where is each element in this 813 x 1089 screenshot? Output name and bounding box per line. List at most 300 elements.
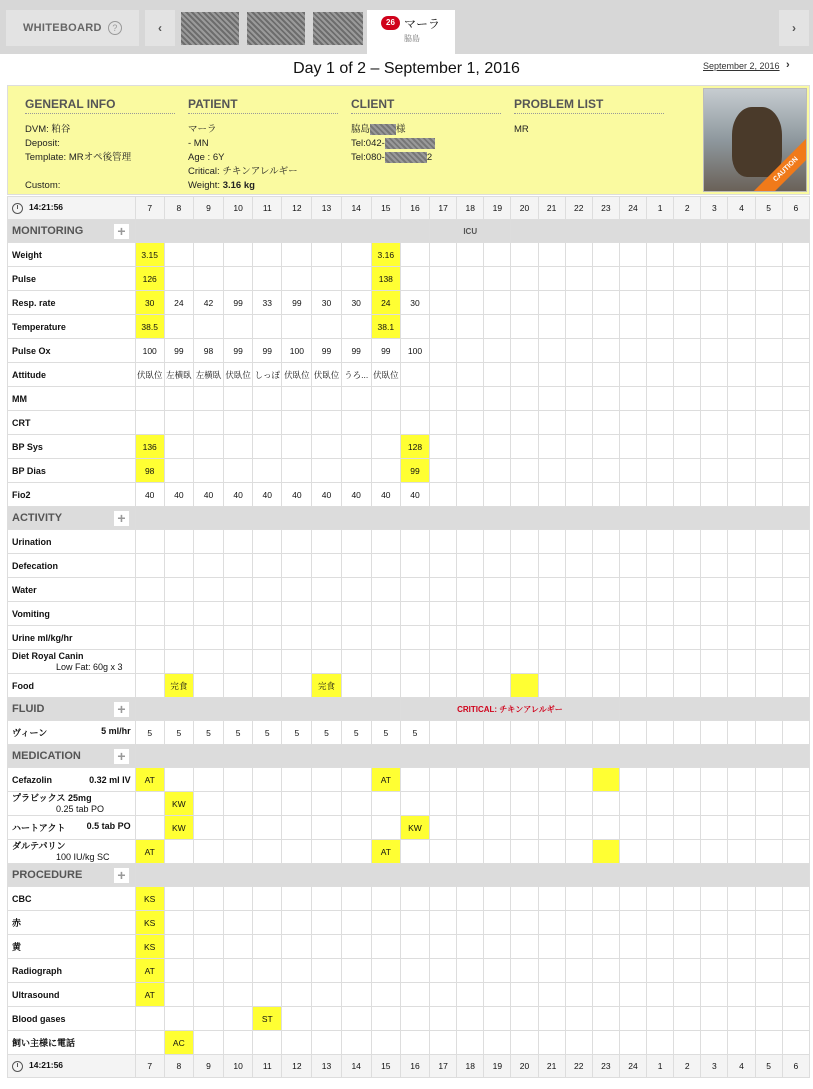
grid-cell[interactable] <box>484 602 511 626</box>
grid-cell[interactable] <box>728 339 755 363</box>
grid-cell[interactable] <box>400 315 429 339</box>
grid-cell[interactable] <box>457 983 484 1007</box>
grid-cell[interactable] <box>674 792 701 816</box>
grid-cell[interactable] <box>457 387 484 411</box>
grid-cell[interactable] <box>400 387 429 411</box>
grid-cell[interactable] <box>701 792 728 816</box>
grid-cell[interactable] <box>341 459 371 483</box>
grid-cell[interactable] <box>224 626 253 650</box>
grid-cell[interactable] <box>253 768 282 792</box>
grid-cell[interactable] <box>484 578 511 602</box>
grid-cell[interactable] <box>565 935 592 959</box>
grid-cell[interactable] <box>728 578 755 602</box>
grid-cell[interactable] <box>484 243 511 267</box>
grid-cell[interactable] <box>193 554 223 578</box>
grid-cell[interactable] <box>538 887 565 911</box>
grid-cell[interactable]: 伏臥位 <box>135 363 164 387</box>
grid-cell[interactable] <box>400 768 429 792</box>
grid-cell[interactable] <box>312 530 341 554</box>
grid-cell[interactable] <box>565 1007 592 1031</box>
grid-cell[interactable] <box>457 411 484 435</box>
grid-cell[interactable] <box>619 578 646 602</box>
grid-cell[interactable] <box>701 435 728 459</box>
grid-cell[interactable] <box>647 339 674 363</box>
grid-cell[interactable] <box>701 267 728 291</box>
grid-cell[interactable] <box>701 1007 728 1031</box>
grid-cell[interactable] <box>430 315 457 339</box>
grid-cell[interactable] <box>511 291 538 315</box>
grid-cell[interactable] <box>782 602 809 626</box>
grid-cell[interactable]: 98 <box>193 339 223 363</box>
grid-cell[interactable] <box>674 267 701 291</box>
grid-cell[interactable] <box>647 935 674 959</box>
grid-cell[interactable]: 3.15 <box>135 243 164 267</box>
grid-cell[interactable] <box>193 650 223 674</box>
grid-cell[interactable] <box>457 291 484 315</box>
grid-cell[interactable] <box>674 887 701 911</box>
grid-cell[interactable] <box>701 554 728 578</box>
grid-cell[interactable] <box>755 959 782 983</box>
grid-cell[interactable] <box>511 411 538 435</box>
grid-cell[interactable] <box>728 721 755 745</box>
grid-cell[interactable] <box>511 459 538 483</box>
grid-cell[interactable] <box>135 602 164 626</box>
grid-cell[interactable] <box>371 959 400 983</box>
grid-cell[interactable] <box>484 650 511 674</box>
grid-cell[interactable] <box>371 626 400 650</box>
grid-cell[interactable] <box>647 721 674 745</box>
grid-cell[interactable] <box>400 1007 429 1031</box>
grid-cell[interactable] <box>312 816 341 840</box>
grid-cell[interactable] <box>253 935 282 959</box>
grid-cell[interactable] <box>400 792 429 816</box>
grid-cell[interactable] <box>755 315 782 339</box>
grid-cell[interactable] <box>253 911 282 935</box>
grid-cell[interactable] <box>282 267 312 291</box>
grid-cell[interactable] <box>565 291 592 315</box>
grid-cell[interactable] <box>674 483 701 507</box>
grid-cell[interactable] <box>592 959 619 983</box>
grid-cell[interactable] <box>619 530 646 554</box>
grid-cell[interactable] <box>701 1031 728 1055</box>
grid-cell[interactable] <box>193 983 223 1007</box>
grid-cell[interactable]: 5 <box>193 721 223 745</box>
grid-cell[interactable]: 33 <box>253 291 282 315</box>
grid-cell[interactable] <box>755 721 782 745</box>
grid-cell[interactable] <box>619 911 646 935</box>
grid-cell[interactable] <box>701 363 728 387</box>
grid-cell[interactable] <box>728 935 755 959</box>
grid-cell[interactable] <box>647 768 674 792</box>
grid-cell[interactable] <box>592 291 619 315</box>
grid-cell[interactable] <box>511 387 538 411</box>
grid-cell[interactable] <box>484 387 511 411</box>
grid-cell[interactable] <box>224 387 253 411</box>
grid-cell[interactable] <box>565 243 592 267</box>
grid-cell[interactable] <box>400 578 429 602</box>
grid-cell[interactable] <box>312 435 341 459</box>
grid-cell[interactable] <box>538 291 565 315</box>
grid-cell[interactable] <box>728 983 755 1007</box>
grid-cell[interactable] <box>341 840 371 864</box>
grid-cell[interactable]: 完食 <box>312 674 341 698</box>
grid-cell[interactable]: AT <box>135 768 164 792</box>
grid-cell[interactable] <box>701 935 728 959</box>
grid-cell[interactable]: AT <box>135 840 164 864</box>
grid-cell[interactable]: 5 <box>400 721 429 745</box>
grid-cell[interactable] <box>592 435 619 459</box>
grid-cell[interactable] <box>457 816 484 840</box>
grid-cell[interactable] <box>565 674 592 698</box>
grid-cell[interactable] <box>592 243 619 267</box>
grid-cell[interactable] <box>674 911 701 935</box>
grid-cell[interactable] <box>224 935 253 959</box>
grid-cell[interactable] <box>511 792 538 816</box>
grid-cell[interactable] <box>164 959 193 983</box>
grid-cell[interactable] <box>647 578 674 602</box>
grid-cell[interactable] <box>592 816 619 840</box>
grid-cell[interactable]: しっぽ <box>253 363 282 387</box>
grid-cell[interactable] <box>647 387 674 411</box>
grid-cell[interactable] <box>282 840 312 864</box>
grid-cell[interactable] <box>647 435 674 459</box>
grid-cell[interactable] <box>538 243 565 267</box>
grid-cell[interactable] <box>701 816 728 840</box>
grid-cell[interactable] <box>565 1031 592 1055</box>
grid-cell[interactable] <box>755 983 782 1007</box>
grid-cell[interactable] <box>674 626 701 650</box>
grid-cell[interactable] <box>674 768 701 792</box>
grid-cell[interactable] <box>647 650 674 674</box>
grid-cell[interactable] <box>674 554 701 578</box>
grid-cell[interactable] <box>430 959 457 983</box>
grid-cell[interactable] <box>674 387 701 411</box>
grid-cell[interactable] <box>619 243 646 267</box>
grid-cell[interactable] <box>755 1031 782 1055</box>
grid-cell[interactable] <box>755 935 782 959</box>
grid-cell[interactable] <box>282 674 312 698</box>
grid-cell[interactable] <box>701 674 728 698</box>
grid-cell[interactable] <box>619 959 646 983</box>
grid-cell[interactable]: 40 <box>341 483 371 507</box>
grid-cell[interactable] <box>457 459 484 483</box>
grid-cell[interactable] <box>484 792 511 816</box>
grid-cell[interactable] <box>728 315 755 339</box>
grid-cell[interactable]: 完食 <box>164 674 193 698</box>
grid-cell[interactable]: 40 <box>135 483 164 507</box>
grid-cell[interactable] <box>538 459 565 483</box>
grid-cell[interactable] <box>565 816 592 840</box>
grid-cell[interactable] <box>619 459 646 483</box>
grid-cell[interactable] <box>647 554 674 578</box>
grid-cell[interactable]: 5 <box>135 721 164 745</box>
grid-cell[interactable] <box>619 1007 646 1031</box>
grid-cell[interactable] <box>282 1031 312 1055</box>
grid-cell[interactable]: うろ... <box>341 363 371 387</box>
grid-cell[interactable] <box>430 339 457 363</box>
grid-cell[interactable] <box>592 459 619 483</box>
grid-cell[interactable] <box>457 602 484 626</box>
grid-cell[interactable] <box>728 363 755 387</box>
grid-cell[interactable] <box>592 887 619 911</box>
grid-cell[interactable] <box>341 387 371 411</box>
grid-cell[interactable] <box>619 840 646 864</box>
grid-cell[interactable] <box>592 721 619 745</box>
grid-cell[interactable] <box>674 315 701 339</box>
grid-cell[interactable] <box>647 816 674 840</box>
grid-cell[interactable] <box>755 650 782 674</box>
grid-cell[interactable] <box>371 1007 400 1031</box>
grid-cell[interactable] <box>484 315 511 339</box>
grid-cell[interactable] <box>457 363 484 387</box>
grid-cell[interactable] <box>341 554 371 578</box>
grid-cell[interactable] <box>312 411 341 435</box>
grid-cell[interactable] <box>511 1007 538 1031</box>
grid-cell[interactable] <box>674 411 701 435</box>
grid-cell[interactable] <box>538 983 565 1007</box>
grid-cell[interactable] <box>782 887 809 911</box>
grid-cell[interactable] <box>728 792 755 816</box>
grid-cell[interactable] <box>647 363 674 387</box>
grid-cell[interactable] <box>430 983 457 1007</box>
grid-cell[interactable] <box>253 554 282 578</box>
grid-cell[interactable] <box>647 983 674 1007</box>
grid-cell[interactable] <box>224 840 253 864</box>
grid-cell[interactable] <box>135 387 164 411</box>
grid-cell[interactable]: 伏臥位 <box>371 363 400 387</box>
grid-cell[interactable] <box>400 1031 429 1055</box>
grid-cell[interactable] <box>484 887 511 911</box>
grid-cell[interactable] <box>782 435 809 459</box>
grid-cell[interactable] <box>511 1031 538 1055</box>
grid-cell[interactable]: 136 <box>135 435 164 459</box>
grid-cell[interactable] <box>484 363 511 387</box>
grid-cell[interactable] <box>647 911 674 935</box>
grid-cell[interactable] <box>538 387 565 411</box>
grid-cell[interactable] <box>193 674 223 698</box>
grid-cell[interactable]: 99 <box>341 339 371 363</box>
grid-cell[interactable]: 99 <box>224 339 253 363</box>
grid-cell[interactable] <box>312 887 341 911</box>
grid-cell[interactable] <box>511 339 538 363</box>
grid-cell[interactable] <box>312 626 341 650</box>
grid-cell[interactable] <box>457 935 484 959</box>
grid-cell[interactable] <box>538 626 565 650</box>
grid-cell[interactable] <box>619 674 646 698</box>
grid-cell[interactable] <box>674 243 701 267</box>
prev-patient-button[interactable]: ‹ <box>145 10 175 46</box>
grid-cell[interactable] <box>282 768 312 792</box>
grid-cell[interactable] <box>592 768 619 792</box>
grid-cell[interactable] <box>592 363 619 387</box>
grid-cell[interactable] <box>484 674 511 698</box>
grid-cell[interactable]: AT <box>135 959 164 983</box>
grid-cell[interactable]: KS <box>135 887 164 911</box>
grid-cell[interactable] <box>193 1007 223 1031</box>
grid-cell[interactable] <box>782 459 809 483</box>
grid-cell[interactable] <box>400 674 429 698</box>
grid-cell[interactable] <box>674 840 701 864</box>
grid-cell[interactable] <box>253 1031 282 1055</box>
grid-cell[interactable] <box>224 459 253 483</box>
grid-cell[interactable] <box>430 602 457 626</box>
grid-cell[interactable] <box>224 554 253 578</box>
grid-cell[interactable] <box>755 602 782 626</box>
grid-cell[interactable] <box>164 911 193 935</box>
grid-cell[interactable] <box>565 721 592 745</box>
grid-cell[interactable] <box>224 816 253 840</box>
grid-cell[interactable]: 42 <box>193 291 223 315</box>
grid-cell[interactable] <box>193 530 223 554</box>
grid-cell[interactable] <box>430 435 457 459</box>
grid-cell[interactable]: 128 <box>400 435 429 459</box>
grid-cell[interactable] <box>135 411 164 435</box>
grid-cell[interactable] <box>511 959 538 983</box>
grid-cell[interactable] <box>701 530 728 554</box>
grid-cell[interactable] <box>400 935 429 959</box>
grid-cell[interactable] <box>755 626 782 650</box>
grid-cell[interactable] <box>400 959 429 983</box>
grid-cell[interactable] <box>484 483 511 507</box>
grid-cell[interactable] <box>430 768 457 792</box>
grid-cell[interactable] <box>193 267 223 291</box>
grid-cell[interactable] <box>728 959 755 983</box>
grid-cell[interactable] <box>647 315 674 339</box>
grid-cell[interactable] <box>728 887 755 911</box>
grid-cell[interactable] <box>430 578 457 602</box>
grid-cell[interactable] <box>592 983 619 1007</box>
grid-cell[interactable] <box>430 243 457 267</box>
grid-cell[interactable] <box>701 959 728 983</box>
grid-cell[interactable] <box>538 1007 565 1031</box>
grid-cell[interactable] <box>341 315 371 339</box>
add-procedure-button[interactable]: + <box>114 868 129 883</box>
grid-cell[interactable] <box>484 959 511 983</box>
grid-cell[interactable] <box>511 911 538 935</box>
grid-cell[interactable] <box>511 267 538 291</box>
grid-cell[interactable]: 24 <box>371 291 400 315</box>
grid-cell[interactable] <box>538 1031 565 1055</box>
grid-cell[interactable] <box>430 721 457 745</box>
grid-cell[interactable] <box>400 411 429 435</box>
grid-cell[interactable] <box>592 674 619 698</box>
grid-cell[interactable] <box>647 792 674 816</box>
grid-cell[interactable] <box>224 435 253 459</box>
grid-cell[interactable] <box>592 483 619 507</box>
grid-cell[interactable] <box>253 887 282 911</box>
grid-cell[interactable] <box>224 792 253 816</box>
grid-cell[interactable] <box>755 530 782 554</box>
grid-cell[interactable] <box>782 387 809 411</box>
grid-cell[interactable] <box>312 578 341 602</box>
grid-cell[interactable] <box>400 602 429 626</box>
grid-cell[interactable] <box>755 483 782 507</box>
add-fluid-button[interactable]: + <box>114 702 129 717</box>
grid-cell[interactable] <box>674 459 701 483</box>
grid-cell[interactable] <box>755 1007 782 1031</box>
grid-cell[interactable] <box>282 530 312 554</box>
grid-cell[interactable] <box>592 315 619 339</box>
grid-cell[interactable] <box>193 411 223 435</box>
grid-cell[interactable] <box>457 626 484 650</box>
grid-cell[interactable] <box>484 435 511 459</box>
grid-cell[interactable] <box>253 243 282 267</box>
grid-cell[interactable] <box>164 983 193 1007</box>
grid-cell[interactable] <box>371 983 400 1007</box>
grid-cell[interactable] <box>782 768 809 792</box>
grid-cell[interactable] <box>782 578 809 602</box>
grid-cell[interactable] <box>371 411 400 435</box>
grid-cell[interactable] <box>701 243 728 267</box>
grid-cell[interactable] <box>135 554 164 578</box>
grid-cell[interactable] <box>371 554 400 578</box>
grid-cell[interactable] <box>782 1031 809 1055</box>
grid-cell[interactable] <box>253 578 282 602</box>
grid-cell[interactable] <box>457 959 484 983</box>
grid-cell[interactable] <box>312 459 341 483</box>
grid-cell[interactable] <box>538 363 565 387</box>
grid-cell[interactable] <box>312 650 341 674</box>
grid-cell[interactable] <box>511 840 538 864</box>
grid-cell[interactable] <box>565 840 592 864</box>
grid-cell[interactable] <box>164 459 193 483</box>
help-icon[interactable]: ? <box>108 21 122 35</box>
grid-cell[interactable] <box>755 768 782 792</box>
grid-cell[interactable] <box>592 650 619 674</box>
grid-cell[interactable]: KS <box>135 935 164 959</box>
grid-cell[interactable] <box>371 602 400 626</box>
grid-cell[interactable] <box>282 650 312 674</box>
grid-cell[interactable] <box>371 911 400 935</box>
grid-cell[interactable] <box>538 959 565 983</box>
patient-photo[interactable] <box>703 88 807 192</box>
grid-cell[interactable] <box>164 935 193 959</box>
grid-cell[interactable] <box>341 983 371 1007</box>
grid-cell[interactable] <box>728 387 755 411</box>
grid-cell[interactable] <box>457 243 484 267</box>
grid-cell[interactable] <box>782 959 809 983</box>
grid-cell[interactable] <box>782 483 809 507</box>
grid-cell[interactable] <box>674 291 701 315</box>
grid-cell[interactable]: 伏臥位 <box>282 363 312 387</box>
grid-cell[interactable] <box>371 674 400 698</box>
grid-cell[interactable] <box>371 816 400 840</box>
grid-cell[interactable] <box>400 626 429 650</box>
grid-cell[interactable] <box>565 887 592 911</box>
grid-cell[interactable] <box>282 1007 312 1031</box>
grid-cell[interactable] <box>484 816 511 840</box>
grid-cell[interactable]: 38.1 <box>371 315 400 339</box>
grid-cell[interactable] <box>484 626 511 650</box>
grid-cell[interactable] <box>253 816 282 840</box>
grid-cell[interactable] <box>484 935 511 959</box>
grid-cell[interactable] <box>511 983 538 1007</box>
grid-cell[interactable]: KW <box>164 816 193 840</box>
grid-cell[interactable]: 伏臥位 <box>224 363 253 387</box>
grid-cell[interactable] <box>782 1007 809 1031</box>
grid-cell[interactable]: 126 <box>135 267 164 291</box>
grid-cell[interactable] <box>193 387 223 411</box>
grid-cell[interactable] <box>565 339 592 363</box>
grid-cell[interactable] <box>400 243 429 267</box>
grid-cell[interactable]: 5 <box>164 721 193 745</box>
grid-cell[interactable] <box>253 674 282 698</box>
grid-cell[interactable] <box>728 411 755 435</box>
grid-cell[interactable] <box>565 959 592 983</box>
grid-cell[interactable] <box>538 935 565 959</box>
grid-cell[interactable] <box>674 1031 701 1055</box>
grid-cell[interactable]: KW <box>400 816 429 840</box>
